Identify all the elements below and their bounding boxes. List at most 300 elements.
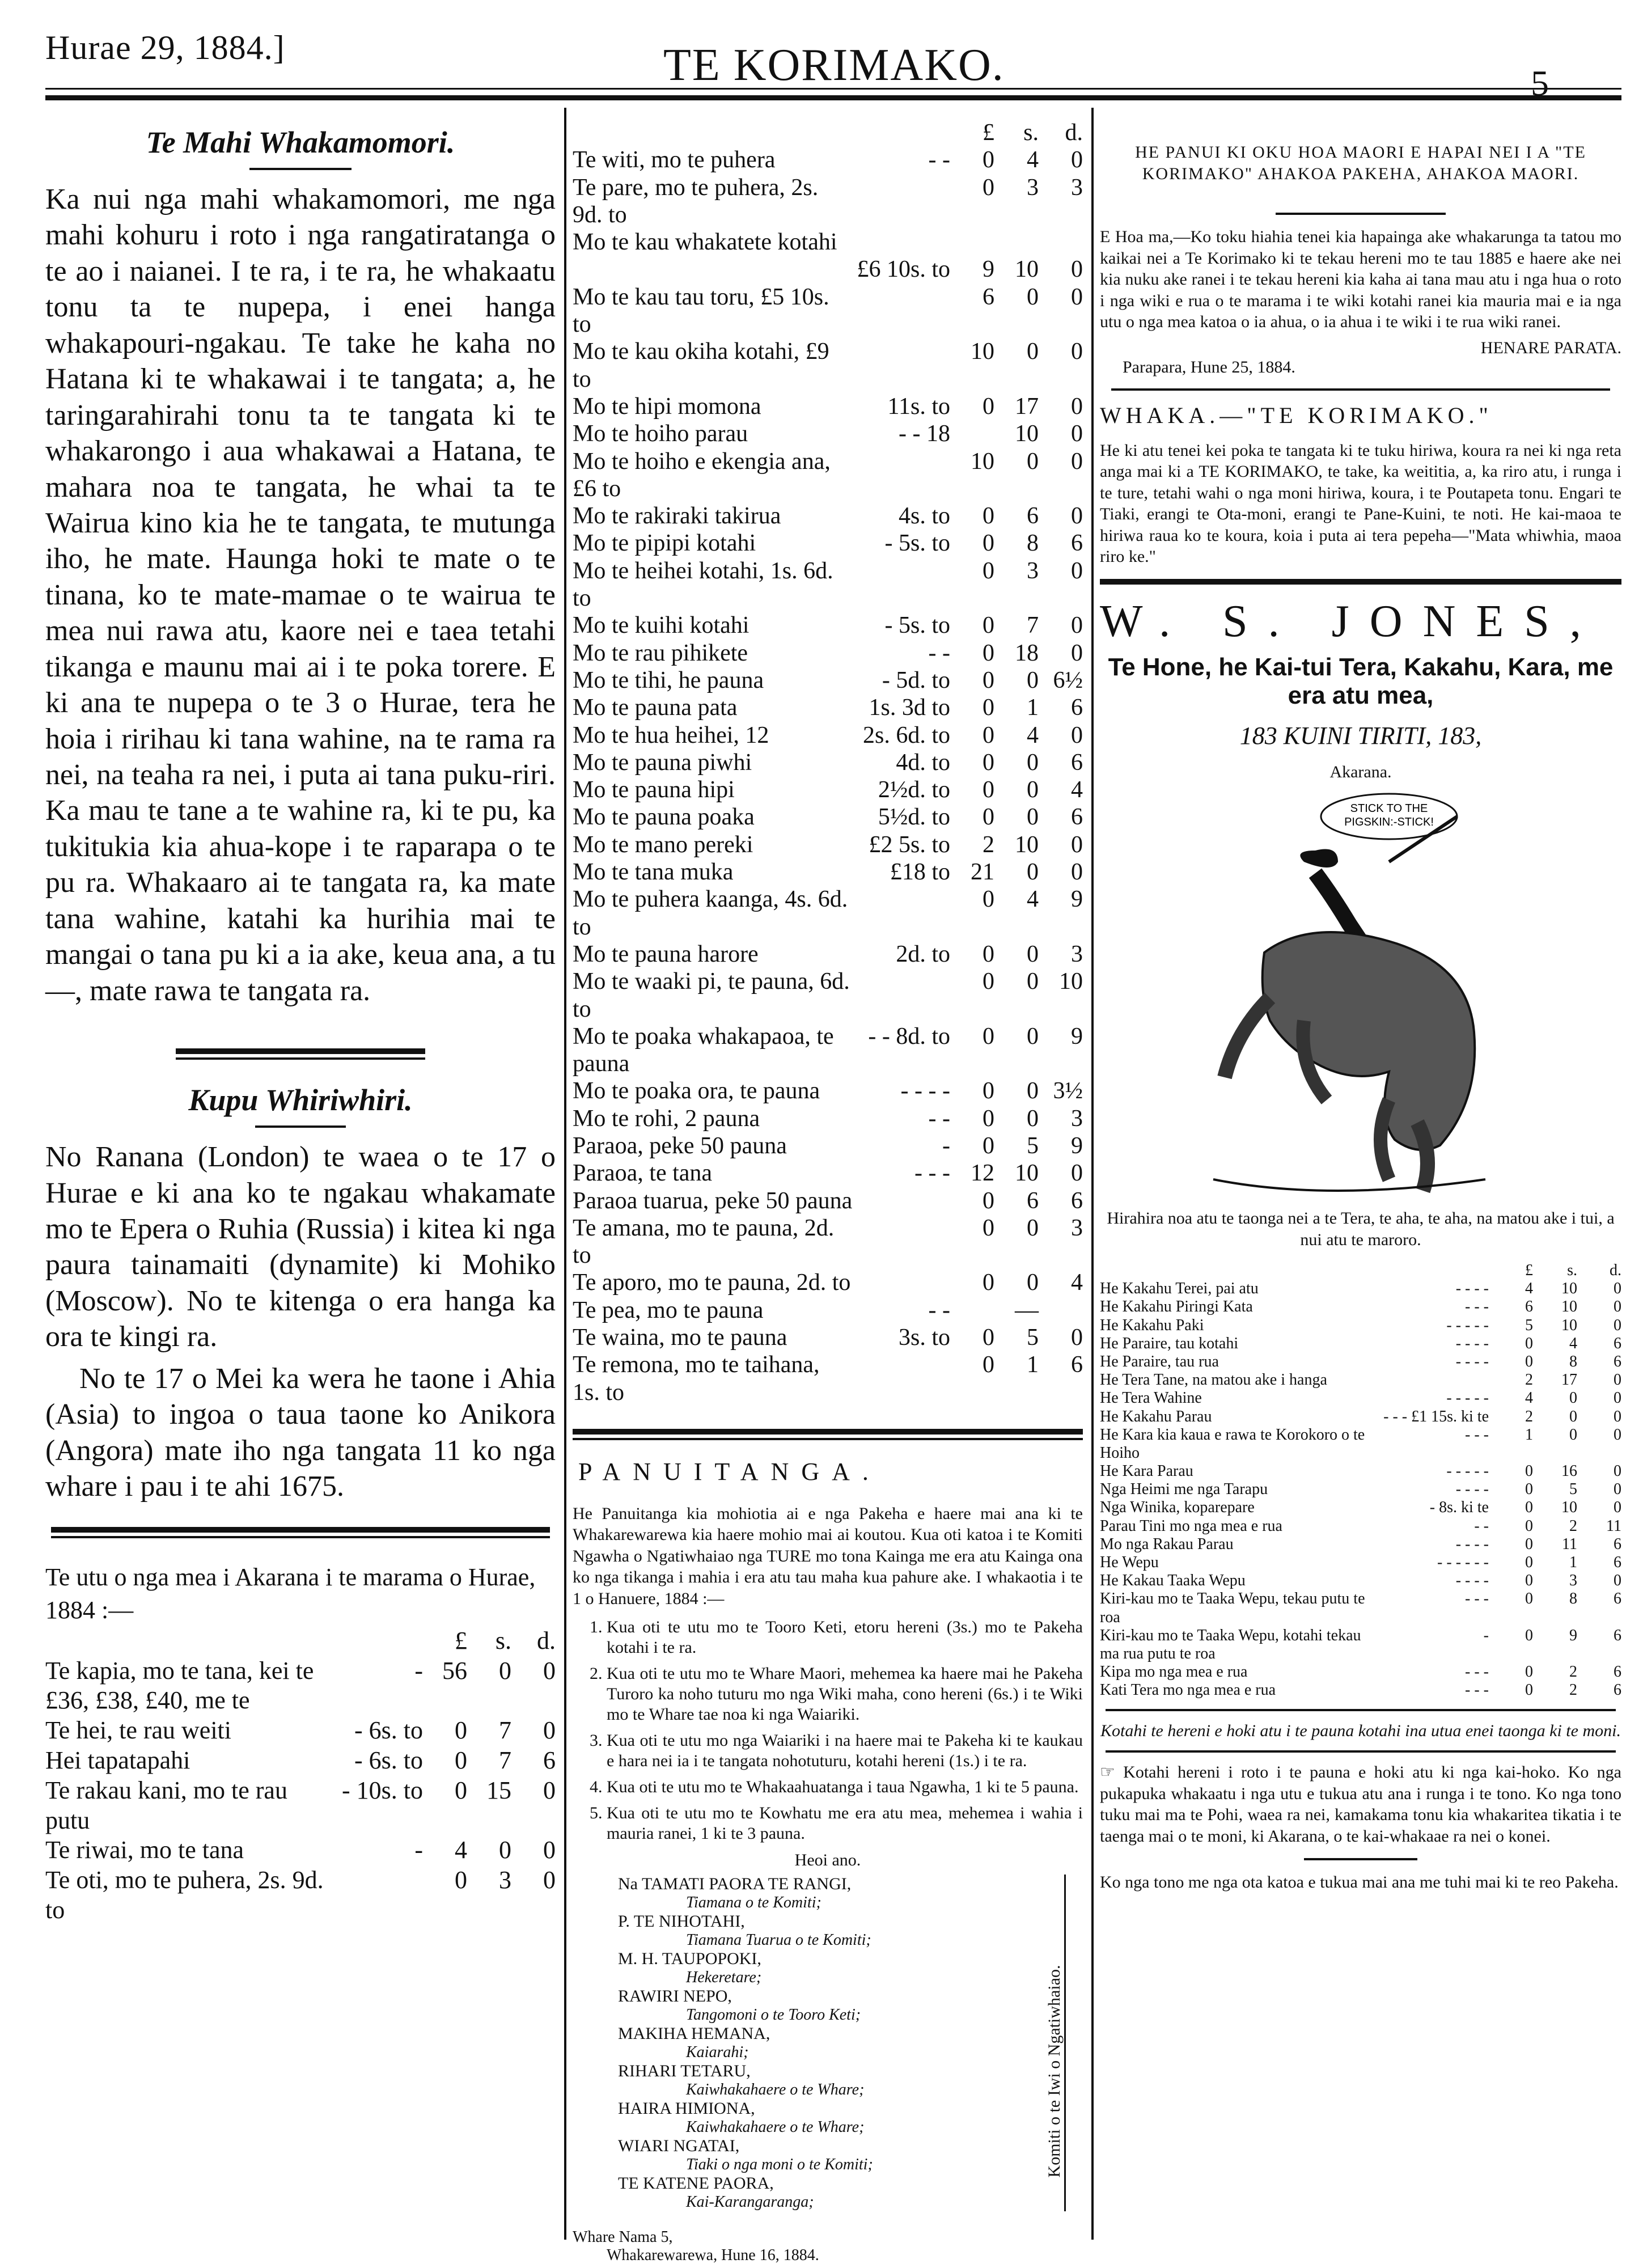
price-value: 56 bbox=[442, 1656, 467, 1685]
price-item: He Tera Wahine bbox=[1100, 1389, 1202, 1407]
price-item: Paraoa, peke 50 pauna bbox=[573, 1132, 787, 1159]
price-value: 6 bbox=[1614, 1681, 1621, 1699]
price-value: 9 bbox=[1071, 1023, 1083, 1050]
price-value: 0 bbox=[1569, 1425, 1577, 1444]
price-rate: - 5d. to bbox=[882, 667, 950, 693]
price-value: 16 bbox=[1561, 1462, 1577, 1480]
horse-leg bbox=[1225, 998, 1270, 1077]
notice-date: Parapara, Hune 25, 1884. bbox=[1123, 357, 1295, 376]
price-value: 1 bbox=[1525, 1425, 1533, 1444]
price-row bbox=[573, 776, 1083, 803]
price-item: He Wepu bbox=[1100, 1554, 1159, 1571]
article-title: Kupu Whiriwhiri. bbox=[188, 1083, 413, 1118]
price-row bbox=[573, 1105, 1083, 1132]
price-rate: - 6s. to bbox=[354, 1716, 423, 1745]
notice-item: 1. Kua oti te utu mo te Tooro Keti, etoru hereni (3s.) mo te Pakeha kotahi i te ra. bbox=[607, 1617, 1083, 1658]
signatory-role: Tiamana o te Komiti; bbox=[686, 1893, 822, 1911]
price-value: 9 bbox=[983, 256, 994, 283]
price-value: 0 bbox=[499, 1836, 511, 1864]
price-value: 10 bbox=[1561, 1280, 1577, 1298]
price-value bbox=[950, 1297, 994, 1324]
price-value: 3½ bbox=[1053, 1078, 1083, 1105]
notice-heading: WHAKA.—"TE KORIMAKO." bbox=[1100, 402, 1493, 428]
price-item: Hei tapatapahi bbox=[45, 1746, 190, 1774]
price-table bbox=[573, 119, 1083, 1406]
price-value: 0 bbox=[1569, 1407, 1577, 1425]
advertiser-name: W. S. JONES, bbox=[1100, 596, 1602, 646]
price-value: 0 bbox=[983, 667, 994, 693]
price-row bbox=[45, 1746, 556, 1776]
price-item: Mo te kau okiha kotahi, £9 to bbox=[573, 338, 829, 392]
price-rate: 1s. 3d to bbox=[869, 695, 950, 721]
price-item: He Paraire, tau kotahi bbox=[1100, 1334, 1239, 1352]
price-rate: - bbox=[414, 1656, 423, 1685]
price-value: 0 bbox=[1027, 338, 1039, 365]
price-row bbox=[573, 1297, 1083, 1324]
price-item: Paraoa tuarua, peke 50 pauna bbox=[573, 1187, 853, 1214]
price-value: 0 bbox=[1071, 256, 1083, 283]
price-value: 0 bbox=[1614, 1316, 1621, 1334]
price-item: Te oti, mo te puhera, 2s. 9d. to bbox=[45, 1866, 324, 1924]
price-value: 10 bbox=[1015, 256, 1039, 283]
notice-body: He ki atu tenei kei poka te tangata ki te tuku hiriwa, koura ra nei ki nga reta anga mai ki a TE KORIMAKO, te take, ka weititia, a, ka riro atu, i runga i te ture, tetahi wahi o nga moni hiriwa, koura, i te Poutapeta tonu. Engari te Tiaki, erangi te Ota-moni, erangi te Pane-Kuini, te noti. He kai-maoa te hiriwa raua ko te koura, koia i puta ai tera pepeha—"Mata whiwhia, maoa riro ke." bbox=[1100, 441, 1621, 566]
price-value: 5 bbox=[1027, 1132, 1039, 1159]
price-value: 0 bbox=[455, 1716, 467, 1745]
price-row bbox=[1100, 1426, 1621, 1462]
price-row bbox=[45, 1776, 556, 1836]
price-rate: - - bbox=[928, 147, 950, 174]
price-value: 3 bbox=[1569, 1572, 1577, 1590]
price-value: 21 bbox=[971, 859, 994, 886]
price-item: Mo te poaka whakapaoa, te pauna bbox=[573, 1023, 834, 1077]
price-value: 4 bbox=[1071, 777, 1083, 803]
price-value bbox=[1039, 1297, 1083, 1324]
price-value: 2 bbox=[1569, 1681, 1577, 1699]
price-rate: 11s. to bbox=[887, 393, 950, 420]
issue-date: Hurae 29, 1884.] bbox=[45, 29, 285, 66]
price-value: 0 bbox=[1027, 448, 1039, 475]
price-row bbox=[573, 1324, 1083, 1351]
price-value: 8 bbox=[1027, 530, 1039, 557]
price-header-spacer bbox=[45, 1626, 337, 1656]
section-rule bbox=[573, 1438, 1083, 1440]
price-rate: - - 18 bbox=[899, 421, 950, 447]
price-rate: - - - - bbox=[1455, 1572, 1489, 1590]
price-value: 6 bbox=[1071, 695, 1083, 721]
price-rate: 2d. to bbox=[896, 941, 950, 967]
place-date: Whakarewarewa, Hune 16, 1884. bbox=[607, 2246, 819, 2264]
price-item: He Kakahu Paki bbox=[1100, 1316, 1204, 1334]
price-value: 6 bbox=[1071, 1352, 1083, 1378]
price-value: 0 bbox=[983, 1078, 994, 1105]
column-divider bbox=[564, 108, 566, 2240]
price-value: 0 bbox=[1525, 1535, 1533, 1553]
price-item: Mo te puhera kaanga, 4s. 6d. to bbox=[573, 886, 848, 940]
price-item: Mo te poaka ora, te pauna bbox=[573, 1078, 820, 1105]
signatory-role: Kaiwhakahaere o te Whare; bbox=[686, 2118, 865, 2136]
price-rate: - bbox=[414, 1836, 423, 1864]
price-header-spacer bbox=[1379, 1262, 1489, 1280]
signatory-role: Tangomoni o te Tooro Keti; bbox=[686, 2005, 861, 2024]
price-value: 0 bbox=[1071, 831, 1083, 858]
price-item: Te remona, mo te taihana, 1s. to bbox=[573, 1352, 820, 1406]
price-rate: - - - - - bbox=[1446, 1389, 1489, 1407]
title-rule bbox=[255, 1125, 346, 1128]
price-value: 0 bbox=[1027, 859, 1039, 886]
price-header-spacer bbox=[337, 1626, 423, 1656]
price-value: 0 bbox=[1027, 941, 1039, 967]
price-value: 0 bbox=[1614, 1280, 1621, 1298]
notice-item: 5. Kua oti te utu mo te Kowhatu me era atu mea, mehemea i wahia i mauria ranei, 1 ki te 3 pauna. bbox=[607, 1803, 1083, 1844]
price-row bbox=[1100, 1499, 1621, 1517]
price-rate: - - - bbox=[1465, 1663, 1489, 1681]
signatory-name: RIHARI TETARU, bbox=[618, 2061, 751, 2080]
article-paragraph: No Ranana (London) te waea o te 17 o Hurae e ki ana ko te ngakau whakamate mo te Epera o Ruhia (Russia) i kitea ki nga paura tainamaiti (dynamite) ki Mohiko (Moscow). No te kitenga o era hanga ka ora te kingi ra. bbox=[45, 1141, 556, 1353]
price-value: 1 bbox=[1027, 1352, 1039, 1378]
signatory-role: Kaiwhakahaere o te Whare; bbox=[686, 2080, 865, 2098]
price-rate: 4s. to bbox=[898, 503, 950, 530]
signatory-name: RAWIRI NEPO, bbox=[618, 1986, 732, 2005]
price-value: 0 bbox=[1071, 640, 1083, 666]
price-item: Mo te pipipi kotahi bbox=[573, 530, 756, 557]
price-value: 10 bbox=[1015, 831, 1039, 858]
price-value: 0 bbox=[983, 968, 994, 995]
price-rate: - 5s. to bbox=[884, 530, 950, 557]
price-value: 0 bbox=[1027, 1270, 1039, 1296]
price-item: Te riwai, mo te tana bbox=[45, 1836, 244, 1864]
price-item: He Kakahu Terei, pai atu bbox=[1100, 1280, 1259, 1298]
price-item: Te amana, mo te pauna, 2d. to bbox=[573, 1215, 835, 1269]
price-value: 18 bbox=[1015, 640, 1039, 666]
price-value: 0 bbox=[983, 1187, 994, 1214]
price-item: Mo te tihi, he pauna bbox=[573, 667, 764, 693]
price-row bbox=[573, 968, 1083, 1023]
section-rule bbox=[573, 1429, 1083, 1435]
notice-title: PANUITANGA. bbox=[578, 1457, 881, 1486]
price-item: Paraoa, te tana bbox=[573, 1160, 713, 1187]
price-row bbox=[1100, 1317, 1621, 1335]
title-rule bbox=[1276, 213, 1446, 215]
price-item: Te kapia, mo te tana, kei te £36, £38, £40, me te bbox=[45, 1656, 314, 1715]
notice-item: 3. Kua oti te utu mo nga Waiariki i na haere mai te Pakeha ki te kaukau e hara nei ia i te tangata nohotuturu, kotahi hereni (1s.) i te ra. bbox=[607, 1730, 1083, 1771]
section-rule bbox=[1111, 388, 1610, 391]
price-value: 0 bbox=[543, 1866, 556, 1894]
article-paragraph: No te 17 o Mei ka wera he taone i Ahia (Asia) to ingoa o taua taone ko Anikora (Angora) mate iho nga tangata 11 ko nga whare i pau i te ahi 1675. bbox=[45, 1362, 556, 1503]
price-rate: - - bbox=[928, 1297, 950, 1323]
price-rate: - - bbox=[928, 1105, 950, 1132]
price-header-cell: £ bbox=[455, 1626, 467, 1655]
price-row bbox=[45, 1835, 556, 1865]
price-rate: - - 8d. to bbox=[868, 1023, 950, 1050]
price-rate: - - - - bbox=[1455, 1480, 1489, 1499]
price-value: 0 bbox=[983, 1105, 994, 1132]
price-item: Mo te kau whakatete kotahi bbox=[573, 229, 837, 256]
notice-item: 2. Kua oti te utu mo te Whare Maori, mehemea ka haere mai he Pakeha Turoro ka noho tuturu mo nga Wiki maha, cono hereni (6s.) i te Wiki mo te Whare tae noa ki nga Waiariki. bbox=[607, 1664, 1083, 1725]
price-row bbox=[573, 393, 1083, 420]
horse-leg bbox=[1381, 1100, 1389, 1179]
price-row bbox=[573, 886, 1083, 941]
price-value: 6 bbox=[1614, 1663, 1621, 1681]
price-value: 15 bbox=[486, 1776, 511, 1804]
section-rule bbox=[1304, 1858, 1417, 1860]
title-rule bbox=[249, 168, 352, 170]
price-row bbox=[1100, 1462, 1621, 1480]
price-value: 0 bbox=[1071, 393, 1083, 420]
price-value: 2 bbox=[1525, 1407, 1533, 1425]
price-header-cell: £ bbox=[1525, 1262, 1533, 1279]
price-value: 0 bbox=[1027, 1078, 1039, 1105]
price-value: 0 bbox=[1525, 1499, 1533, 1517]
price-item: He Kakahu Parau bbox=[1100, 1407, 1212, 1425]
price-item: Te rakau kani, mo te rau putu bbox=[45, 1776, 287, 1834]
hat bbox=[1300, 849, 1338, 868]
ground bbox=[1213, 1179, 1485, 1191]
price-rate bbox=[852, 1269, 950, 1296]
price-item: Mo te pauna piwhi bbox=[573, 749, 752, 776]
price-value: 3 bbox=[499, 1866, 511, 1894]
price-header-cell: s. bbox=[495, 1626, 511, 1655]
price-item: Mo te rakiraki takirua bbox=[573, 503, 781, 530]
price-rate: 2½d. to bbox=[878, 777, 950, 803]
price-item: He Tera Tane, na matou ake i hanga bbox=[1100, 1371, 1327, 1389]
horse-leg bbox=[1417, 1123, 1428, 1191]
price-value: 0 bbox=[543, 1836, 556, 1864]
price-value: 6 bbox=[543, 1746, 556, 1774]
price-item: Mo te hua heihei, 12 bbox=[573, 722, 769, 748]
price-value: 10 bbox=[1561, 1316, 1577, 1334]
section-rule bbox=[51, 1527, 550, 1533]
price-item: He Kakau Taaka Wepu bbox=[1100, 1572, 1246, 1590]
prices-intro: Te utu o nga mea i Akarana i te marama o Hurae, 1884 :— bbox=[45, 1563, 536, 1624]
price-header-row bbox=[1100, 1262, 1621, 1280]
price-value: 0 bbox=[1027, 968, 1039, 995]
price-rate: - - - - bbox=[1455, 1334, 1489, 1352]
price-rate: - - - bbox=[914, 1160, 950, 1187]
price-value: 0 bbox=[1027, 777, 1039, 803]
section-rule bbox=[176, 1048, 425, 1054]
price-row bbox=[573, 256, 1083, 283]
signatory-name: TE KATENE PAORA, bbox=[618, 2173, 774, 2193]
price-value: 3 bbox=[1071, 941, 1083, 967]
price-rate: - - - bbox=[1465, 1590, 1489, 1608]
price-value: 0 bbox=[983, 393, 994, 420]
price-value: 6 bbox=[1614, 1590, 1621, 1608]
price-value: 0 bbox=[1071, 147, 1083, 174]
signatory-role: Tiamana Tuarua o te Komiti; bbox=[686, 1931, 871, 1949]
price-value: 0 bbox=[1071, 722, 1083, 748]
article-body bbox=[45, 181, 556, 1009]
price-value: 11 bbox=[1606, 1517, 1621, 1535]
header-rule-thick bbox=[45, 95, 1621, 100]
price-rate bbox=[852, 886, 950, 941]
price-value: 0 bbox=[983, 1325, 994, 1351]
price-value: 5 bbox=[1027, 1325, 1039, 1351]
price-item: Mo te pauna harore bbox=[573, 941, 759, 967]
price-value: 10 bbox=[1059, 968, 1083, 995]
price-rate: - - - - bbox=[900, 1078, 950, 1105]
section-rule bbox=[51, 1536, 550, 1538]
price-header-spacer bbox=[1100, 1262, 1379, 1280]
price-value: 0 bbox=[1614, 1425, 1621, 1444]
price-row bbox=[573, 749, 1083, 776]
price-rate bbox=[852, 284, 950, 338]
price-item: Kati Tera mo nga mea e rua bbox=[1100, 1681, 1276, 1699]
speech-text: STICK TO THE bbox=[1350, 802, 1428, 815]
price-value: 0 bbox=[1614, 1480, 1621, 1499]
column-divider bbox=[1091, 108, 1094, 2240]
price-row bbox=[1100, 1681, 1621, 1699]
price-value bbox=[950, 420, 994, 447]
price-row bbox=[573, 530, 1083, 557]
header-rule bbox=[45, 88, 1621, 90]
newspaper-title: TE KORIMAKO. bbox=[663, 40, 1005, 90]
price-item: Mo te mano pereki bbox=[573, 831, 753, 858]
signatory-name: Na TAMATI PAORA TE RANGI, bbox=[618, 1874, 852, 1893]
price-value: 0 bbox=[1525, 1334, 1533, 1352]
price-row bbox=[1100, 1371, 1621, 1389]
price-value: 6 bbox=[1027, 1187, 1039, 1214]
price-value: 9 bbox=[1071, 886, 1083, 913]
price-rate bbox=[852, 229, 950, 256]
price-rate: 2s. 6d. to bbox=[862, 722, 950, 748]
price-value: 7 bbox=[499, 1716, 511, 1745]
price-value: 6 bbox=[1071, 749, 1083, 776]
price-value: 4 bbox=[1525, 1389, 1533, 1407]
price-item: Kiri-kau mo te Taaka Wepu, kotahi tekau ma rua putu te roa bbox=[1100, 1626, 1361, 1662]
price-value: 0 bbox=[1027, 1215, 1039, 1241]
price-value: 3 bbox=[1027, 174, 1039, 201]
price-value: 2 bbox=[1525, 1371, 1533, 1389]
price-row bbox=[1100, 1517, 1621, 1535]
article-title: Te Mahi Whakamomori. bbox=[146, 125, 455, 159]
price-value: 4 bbox=[1071, 1270, 1083, 1296]
price-rate bbox=[852, 557, 950, 612]
price-item: Mo te tana muka bbox=[573, 859, 734, 886]
price-header-row bbox=[45, 1626, 556, 1656]
price-row bbox=[573, 1187, 1083, 1215]
section-rule bbox=[1106, 1709, 1616, 1711]
price-value: 0 bbox=[543, 1776, 556, 1804]
price-item: Mo te heihei kotahi, 1s. 6d. to bbox=[573, 557, 833, 612]
price-row bbox=[573, 612, 1083, 639]
price-item: Te waina, mo te pauna bbox=[573, 1325, 787, 1351]
price-value: 5 bbox=[1569, 1480, 1577, 1499]
price-value: 3 bbox=[1071, 1215, 1083, 1241]
price-value: 0 bbox=[983, 1215, 994, 1241]
price-row bbox=[573, 694, 1083, 721]
price-value: 0 bbox=[1071, 338, 1083, 365]
price-rate bbox=[852, 1351, 950, 1406]
price-row bbox=[573, 1160, 1083, 1187]
price-rate bbox=[852, 968, 950, 1023]
price-value: 0 bbox=[1027, 284, 1039, 310]
price-row bbox=[573, 420, 1083, 447]
price-rate: - - - - bbox=[1455, 1280, 1489, 1298]
notice-signature: HENARE PARATA. bbox=[1480, 338, 1621, 357]
price-row bbox=[573, 338, 1083, 393]
signatory-role: Tiaki o nga moni o te Komiti; bbox=[686, 2155, 873, 2173]
price-rate: £18 to bbox=[890, 859, 950, 886]
price-value: 0 bbox=[983, 1023, 994, 1050]
price-value: 0 bbox=[1071, 421, 1083, 447]
price-item: Mo te kuihi kotahi bbox=[573, 612, 749, 639]
price-item: Mo te hoiho e ekengia ana, £6 to bbox=[573, 448, 831, 502]
price-value: 0 bbox=[1525, 1554, 1533, 1571]
price-value: 0 bbox=[1525, 1663, 1533, 1681]
price-header-cell: d. bbox=[1065, 120, 1083, 146]
price-row bbox=[573, 1077, 1083, 1105]
signatories bbox=[573, 1875, 1083, 2211]
price-row bbox=[573, 502, 1083, 530]
price-item: Kiri-kau mo te Taaka Wepu, tekau putu te roa bbox=[1100, 1590, 1365, 1626]
price-rate: - - bbox=[928, 640, 950, 666]
price-value bbox=[994, 229, 1039, 256]
price-value: 6 bbox=[983, 284, 994, 310]
price-value: 6 bbox=[1027, 503, 1039, 530]
price-value: 10 bbox=[971, 338, 994, 365]
price-value: 7 bbox=[499, 1746, 511, 1774]
price-rate: - bbox=[942, 1132, 950, 1159]
price-item: Te pare, mo te puhera, 2s. 9d. to bbox=[573, 174, 819, 228]
price-row bbox=[573, 1132, 1083, 1160]
price-value: 4 bbox=[1027, 886, 1039, 913]
price-value: 3 bbox=[1027, 557, 1039, 584]
horse-body bbox=[1263, 932, 1475, 1150]
page-number: 5 bbox=[1531, 63, 1549, 103]
price-value: 6 bbox=[1071, 804, 1083, 831]
heoi-ano: Heoi ano. bbox=[794, 1851, 861, 1870]
price-value bbox=[1039, 229, 1083, 256]
price-item: Mo te pauna hipi bbox=[573, 777, 735, 803]
price-value: 0 bbox=[499, 1656, 511, 1685]
price-value: 10 bbox=[971, 448, 994, 475]
ad-city: Akarana. bbox=[1329, 762, 1392, 781]
price-rate bbox=[852, 174, 950, 229]
price-value: 2 bbox=[1569, 1663, 1577, 1681]
signatory-role: Kaiarahi; bbox=[686, 2043, 749, 2061]
price-value: 8 bbox=[1569, 1352, 1577, 1370]
price-item bbox=[573, 256, 852, 283]
price-value: 6 bbox=[1071, 1187, 1083, 1214]
price-value: 0 bbox=[1525, 1352, 1533, 1370]
price-rate: - - - - bbox=[1455, 1352, 1489, 1370]
price-value: 0 bbox=[455, 1776, 467, 1804]
price-value: 0 bbox=[1071, 448, 1083, 475]
price-rate: - - - - - bbox=[1446, 1316, 1489, 1334]
price-value: 0 bbox=[1071, 503, 1083, 530]
price-item: Mo te rohi, 2 pauna bbox=[573, 1105, 760, 1132]
horse-rider-illustration bbox=[1202, 782, 1519, 1202]
price-row bbox=[573, 174, 1083, 229]
price-value: 6 bbox=[1614, 1352, 1621, 1370]
price-value: 0 bbox=[1525, 1626, 1533, 1644]
price-value: 0 bbox=[1525, 1462, 1533, 1480]
place: Whare Nama 5, bbox=[573, 2228, 673, 2246]
price-item: Mo te hipi momona bbox=[573, 393, 761, 420]
price-header-spacer bbox=[573, 119, 852, 146]
price-row bbox=[573, 1351, 1083, 1406]
price-value: 3 bbox=[1071, 1105, 1083, 1132]
price-row bbox=[573, 858, 1083, 886]
price-value: 6 bbox=[1614, 1535, 1621, 1553]
price-value: 0 bbox=[1071, 1160, 1083, 1187]
price-value: 0 bbox=[1614, 1462, 1621, 1480]
price-item: He Kara Parau bbox=[1100, 1462, 1193, 1480]
price-rate: - bbox=[1483, 1626, 1489, 1644]
price-value: 0 bbox=[1027, 1023, 1039, 1050]
price-row bbox=[573, 1269, 1083, 1296]
price-value: 4 bbox=[455, 1836, 467, 1864]
